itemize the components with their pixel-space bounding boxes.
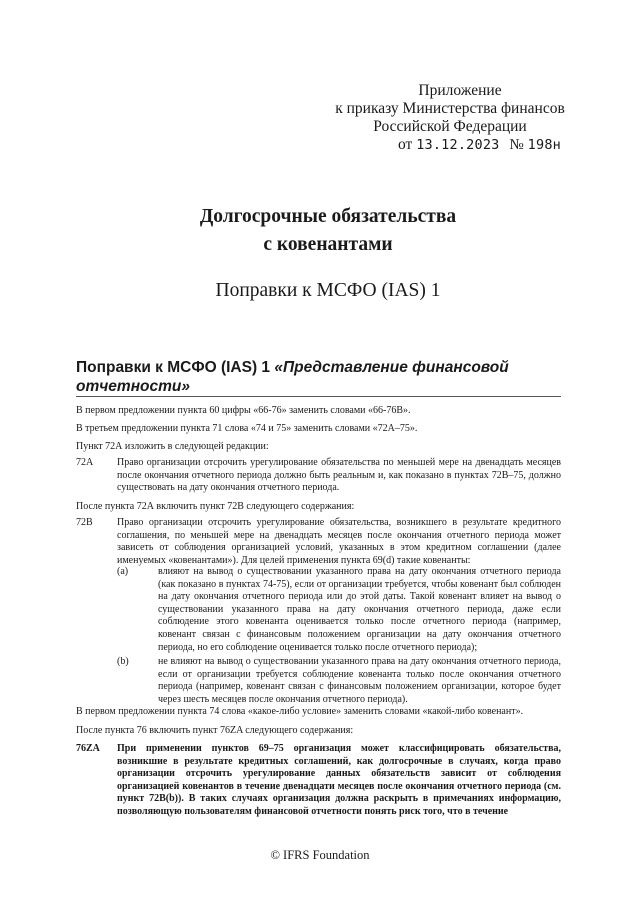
clause-text-76za: При применении пунктов 69–75 организация может классифицировать обязательства, возникшие в результате кредитных соглашений, как долгосрочные в случаях, когда право организации отсрочить урегулирование данных обязательств зависит от соблюдения организацией ковенантов в течение двенадцати месяцев после окончания отчетного периода (см. пункт 72В(b)). В таких случаях организация должна раскрыть в примечаниях информацию, позволяющую пользователям финансовой отчетности понять риск того, что в течение	[117, 743, 561, 817]
item-text-b: не влияют на вывод о существовании указанного права на дату окончания отчетного периода, если от организации требуется соблюдение ковенанта только после окончания отчетного периода (например, ковенант связан с финансовым положением организации, которое будет через шесть месяцев после окончания отчетного периода).	[158, 656, 561, 705]
paragraph-74: В первом предложении пункта 74 слова «какое-либо условие» заменить словами «какой-либо ковенант».	[76, 706, 524, 717]
section-divider	[76, 396, 561, 397]
header-order-ref: к приказу Министерства финансов	[335, 100, 565, 117]
clause-number-76za: 76ZA	[76, 743, 100, 754]
paragraph-76za-intro: После пункта 76 включить пункт 76ZA следующего содержания:	[76, 725, 354, 736]
header-date: 13.12.2023	[416, 137, 500, 153]
order-header	[330, 82, 570, 154]
clause-number-72b: 72В	[76, 517, 93, 528]
item-text-a: влияют на вывод о существовании указанного права на дату окончания отчетного периода (как показано в пунктах 74-75), если от организации требуется, чтобы ковенант был соблюден на дату окончания отчетного периода или до этой даты. Такой ковенант влияет на вывод о существовании указанного права на дату окончания отчетного периода, даже если соблюдение этого ковенанта оценивается только после отчетного периода (например, ковенант связан с финансовым положением организации на дату окончания отчетного периода, но его соблюдение оценивается только после отчетного периода);	[158, 566, 561, 653]
header-date-line	[330, 136, 570, 154]
paragraph-72a-intro: Пункт 72А изложить в следующей редакции:	[76, 441, 269, 452]
clause-number-72a: 72А	[76, 457, 94, 468]
paragraph-60: В первом предложении пункта 60 цифры «66-76» заменить словами «66-76В».	[76, 405, 411, 416]
header-federation: Российской Федерации	[373, 118, 527, 135]
header-from-label: от	[398, 136, 413, 153]
section-heading-plain: Поправки к МСФО (IAS) 1	[76, 359, 275, 376]
section-heading-italic: «Представление финансовой отчетности»	[76, 359, 509, 395]
page-footer: © IFRS Foundation	[270, 848, 370, 862]
section-heading	[76, 358, 556, 396]
clause-text-72b: Право организации отсрочить урегулирование обязательства, возникшего в результате кредитного соглашения, по меньшей мере на двенадцать месяцев после окончания отчетного периода может зависеть от соблюдения организацией условий, указанных в этом кредитном соглашении (далее именуемых «ковенантами»). Для целей применения пункта 69(d) такие ковенанты:	[117, 517, 561, 566]
header-number: 198н	[527, 137, 561, 153]
clause-text-72a: Право организации отсрочить урегулирование обязательства по меньшей мере на двенадцать месяцев после окончания отчетного периода должно быть реальным и, как показано в пунктах 72В–75, должно существовать на дату окончания отчетного периода.	[117, 457, 561, 494]
header-appendix: Приложение	[418, 82, 502, 99]
document-title-line1: Долгосрочные обязательства	[199, 206, 457, 227]
document-title-line2: с ковенантами	[263, 234, 393, 255]
document-subtitle: Поправки к МСФО (IAS) 1	[215, 280, 441, 301]
paragraph-72b-intro: После пункта 72А включить пункт 72В следующего содержания:	[76, 501, 355, 512]
item-marker-a: (а)	[117, 566, 129, 577]
header-number-sign: №	[509, 137, 524, 153]
paragraph-71: В третьем предложении пункта 71 слова «74 и 75» заменить словами «72А–75».	[76, 423, 418, 434]
item-marker-b: (b)	[117, 656, 129, 667]
